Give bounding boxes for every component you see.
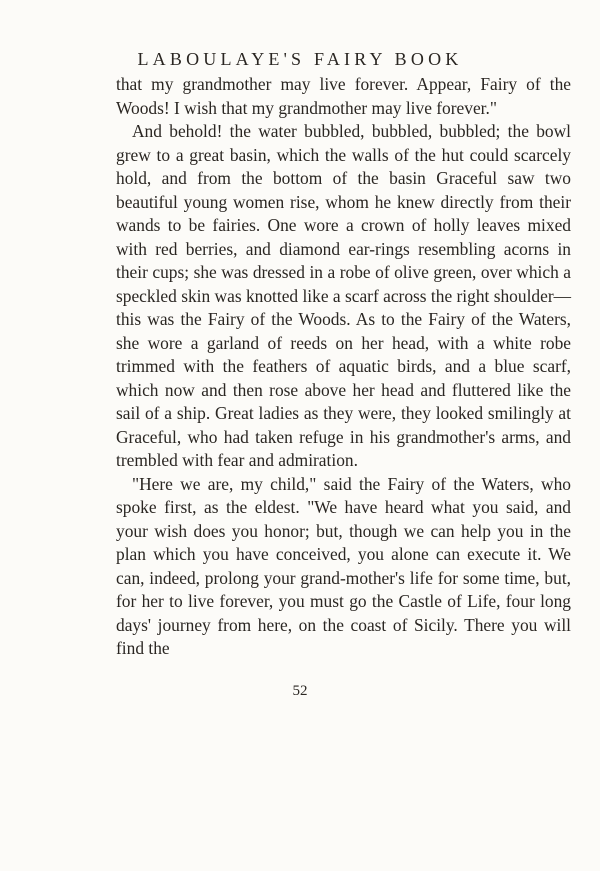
running-head: LABOULAYE'S FAIRY BOOK (137, 49, 463, 69)
paragraph-fairies-appear: And behold! the water bubbled, bubbled, bubbled; the bowl grew to a great basin, which the walls of the hut could scarcely hold, and from the bottom of the basin Graceful saw two beautiful young women rise, whom he knew directly from their wands to be fairies. One wore a crown of holly leaves mixed with red berries, and diamond ear-rings resembling acorns in their cups; she was dressed in a robe of olive green, over which a speckled skin was knotted like a scarf across the right shoulder—this was the Fairy of the Woods. As to the Fairy of the Waters, she wore a garland of reeds on her head, with a white robe trimmed with the feathers of aquatic birds, and a blue scarf, which now and then rose above her head and fluttered like the sail of a ship. Great ladies as they were, they looked smilingly at Graceful, who had taken refuge in his grandmother's arms, and trembled with fear and admiration. (116, 121, 571, 470)
paragraph-continued: that my grandmother may live forever. Appear, Fairy of the Woods! I wish that my grandmother may live forever." (116, 74, 571, 118)
paragraph-fairy-speech: "Here we are, my child," said the Fairy of the Waters, who spoke first, as the eldest. "We have heard what you said, and your wish does you honor; but, though we can help you in the plan which you have conceived, you alone can execute it. We can, indeed, prolong your grand-mother's life for some time, but, for her to live forever, you must go the Castle of Life, four long days' journey from here, on the coast of Sicily. There you will find the (116, 473, 571, 658)
page-number: 52 (292, 683, 308, 699)
page-body (116, 73, 571, 661)
